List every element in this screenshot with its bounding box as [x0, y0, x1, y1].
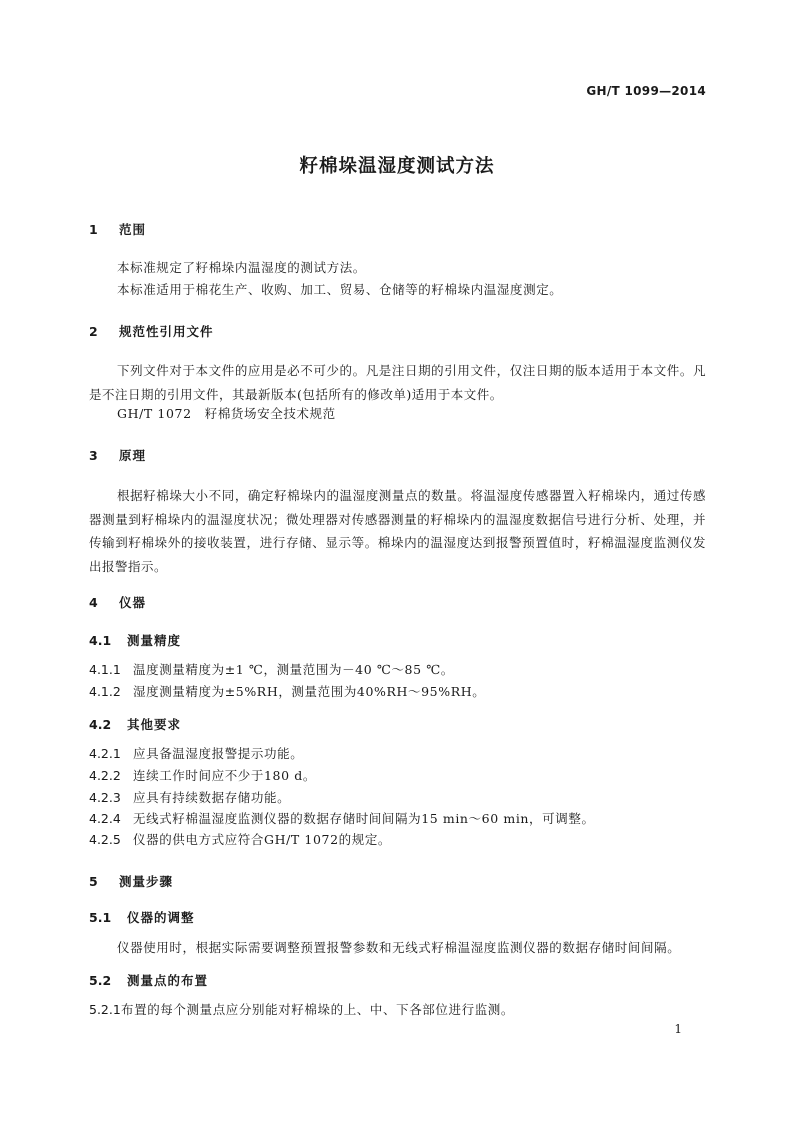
paragraph: 下列文件对于本文件的应用是必不可少的。凡是注日期的引用文件，仅注日期的版本适用于本文件。凡是不注日期的引用文件，其最新版本(包括所有的修改单)适用于本文件。 [89, 363, 706, 402]
clause-number: 4.1.2 [89, 684, 121, 699]
subsection-4-1-heading [89, 631, 181, 649]
clause-text: 无线式籽棉温湿度监测仪器的数据存储时间间隔为15 min～60 min，可调整。 [133, 811, 595, 826]
clause-number: 4.2.2 [89, 768, 121, 783]
clause-4-2-1 [89, 743, 303, 765]
section-4-heading [89, 593, 146, 611]
section-1-heading [89, 220, 146, 238]
clause-text: 连续工作时间应不少于180 d。 [133, 768, 316, 783]
section-number: 3 [89, 448, 98, 463]
clause-4-1-1 [89, 659, 454, 681]
clause-number: 4.2.1 [89, 746, 121, 761]
clause-4-2-4 [89, 808, 595, 830]
section-title: 测量精度 [127, 633, 182, 648]
clause-4-2-3 [89, 787, 290, 809]
normative-reference: GH/T 1072 籽棉货场安全技术规范 [117, 406, 336, 421]
section-number: 5 [89, 874, 98, 889]
clause-4-2-2 [89, 765, 316, 787]
clause-5-2-1 [89, 999, 514, 1021]
subsection-5-2-heading [89, 971, 208, 989]
section-number: 1 [89, 222, 98, 237]
clause-number: 5.2.1 [89, 1002, 121, 1017]
clause-text: 布置的每个测量点应分别能对籽棉垛的上、中、下各部位进行监测。 [121, 1002, 515, 1017]
section-number: 5.1 [89, 910, 112, 925]
section-title: 测量步骤 [119, 874, 174, 889]
paragraph: 本标准规定了籽棉垛内温湿度的测试方法。 [117, 260, 366, 275]
clause-number: 4.2.3 [89, 790, 121, 805]
clause-text: 仪器的供电方式应符合GH/T 1072的规定。 [133, 832, 392, 847]
section-number: 5.2 [89, 973, 112, 988]
section-title: 仪器 [119, 595, 147, 610]
clause-text: 应具备温湿度报警提示功能。 [133, 746, 304, 761]
section-title: 仪器的调整 [127, 910, 195, 925]
section-title: 测量点的布置 [127, 973, 209, 988]
document-title: 籽棉垛温湿度测试方法 [299, 156, 495, 177]
page-number: 1 [674, 1022, 682, 1036]
paragraph: 仪器使用时，根据实际需要调整预置报警参数和无线式籽棉温湿度监测仪器的数据存储时间间隔。 [117, 940, 681, 955]
clause-text: 应具有持续数据存储功能。 [133, 790, 291, 805]
section-2-heading [89, 322, 214, 340]
paragraph: 根据籽棉垛大小不同，确定籽棉垛内的温湿度测量点的数量。将温湿度传感器置入籽棉垛内，通过传感器测量到籽棉垛内的温湿度状况；微处理器对传感器测量的籽棉垛内的温湿度数据信号进行分析、处理，并传输到籽棉垛外的接收装置，进行存储、显示等。棉垛内的温湿度达到报警预置值时，籽棉温湿度监测仪发出报警指示。 [89, 488, 706, 574]
paragraph: 本标准适用于棉花生产、收购、加工、贸易、仓储等的籽棉垛内温湿度测定。 [117, 282, 563, 297]
section-number: 4.1 [89, 633, 112, 648]
subsection-4-2-heading [89, 715, 181, 733]
section-title: 规范性引用文件 [119, 324, 214, 339]
section-title: 范围 [119, 222, 147, 237]
section-number: 4.2 [89, 717, 112, 732]
clause-4-2-5 [89, 829, 391, 851]
clause-text: 温度测量精度为±1 ℃，测量范围为－40 ℃～85 ℃。 [133, 662, 454, 677]
subsection-5-1-heading [89, 908, 195, 926]
section-number: 2 [89, 324, 98, 339]
section-3-heading [89, 446, 146, 464]
document-code: GH/T 1099—2014 [586, 84, 706, 98]
clause-text: 湿度测量精度为±5%RH，测量范围为40%RH～95%RH。 [133, 684, 486, 699]
clause-number: 4.1.1 [89, 662, 121, 677]
clause-4-1-2 [89, 681, 485, 703]
section-title: 原理 [119, 448, 147, 463]
section-5-heading [89, 872, 173, 890]
section-number: 4 [89, 595, 98, 610]
section-title: 其他要求 [127, 717, 182, 732]
clause-number: 4.2.5 [89, 832, 121, 847]
clause-number: 4.2.4 [89, 811, 121, 826]
